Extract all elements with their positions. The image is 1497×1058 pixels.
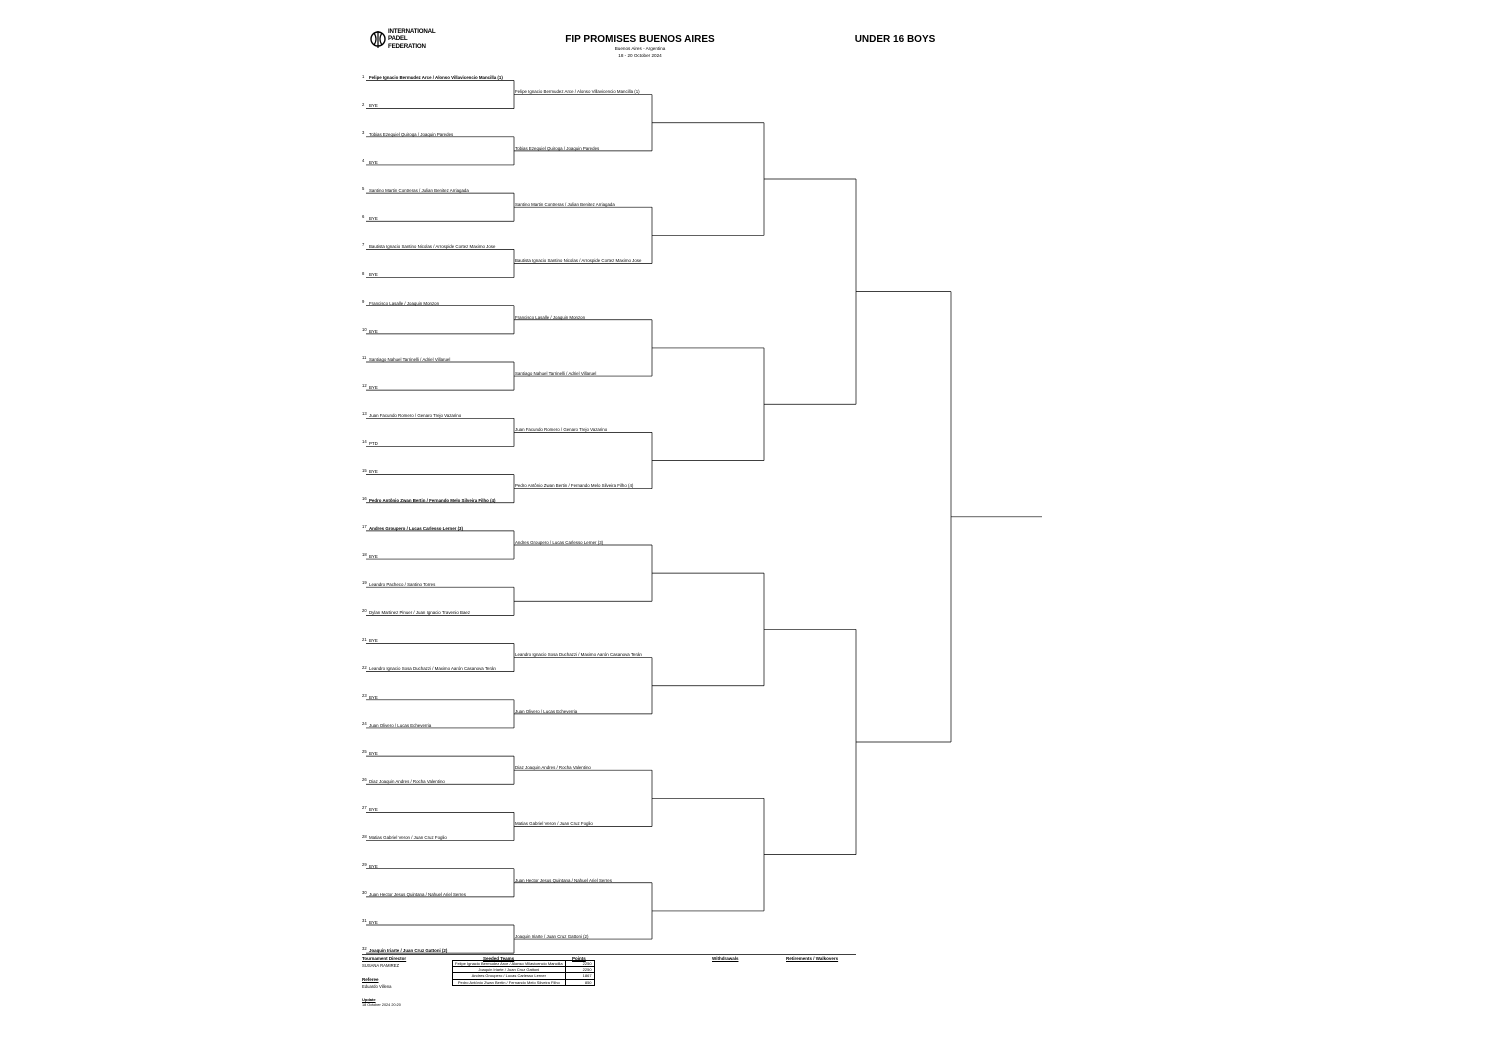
team-entry: BYE [369,807,378,813]
entry-number: 9 [362,298,365,304]
entry-number: 30 [362,889,367,895]
team-entry: BYE [369,553,378,559]
team-entry: Joaquin Iriarte / Juan Cruz Gattoni (2) [369,947,448,953]
entry-number: 25 [362,749,367,755]
round-2-team: Bautista Ignacio Santino Nicolas / Arrospide Cortez Maximo Jose [515,258,642,264]
table-row: Felipe Ignacio Bermudez Arce / Alonso Villavicencio Mancilla 2250 [453,961,595,967]
referee-name: Eduardo Villena [362,984,392,989]
team-entry: BYE [369,328,378,334]
entry-number: 2 [362,101,365,107]
entry-number: 16 [362,495,367,501]
table-row: Pedro Antônio Zwan Bertin / Fernando Melo Silveira Filho 850 [453,979,595,985]
entry-number: 12 [362,383,367,389]
entry-number: 31 [362,918,367,923]
round-2-team: Felipe Ignacio Bermudez Arce / Alonso Villavicencio Mancilla (1) [515,89,640,95]
team-entry: BYE [369,638,378,644]
director-label: Tournament Director [362,956,407,961]
team-entry: Juan Hector Jesus Quintana / Nahuel Ariel Serres [369,891,466,897]
entry-number: 22 [362,664,367,670]
round-2-team: Juan Facundo Romero / Genaro Trejo Vazarino [515,427,608,433]
retirements-label: Retirements / Walkovers [786,956,839,961]
team-entry: Leandro Pacheco / Santino Torres [369,582,436,587]
tournament-title: FIP PROMISES BUENOS AIRES [565,34,715,45]
team-entry: PTD [369,441,378,447]
team-entry: BYE [369,216,378,222]
round-2-team: Tobias Ezequiel Quiroga / Joaquin Paredes [515,145,600,151]
team-entry: Juan Facundo Romero / Genaro Trejo Vazarino [369,413,462,419]
round-2-team: Pedro Antônio Zwan Bertin / Fernando Melo Silveira Filho (4) [515,483,634,489]
table-row: Andres Groupero / Lucas Carlesso Lerner 1867 [453,973,595,979]
update-label: Update [362,997,376,1002]
round-2-team: Francisco Lasalle / Joaquin Monzon [515,314,586,320]
tournament-dates: 18 - 20 October 2024 [618,53,662,58]
entry-number: 26 [362,777,367,783]
team-entry: BYE [369,694,378,700]
entry-number: 5 [362,186,365,192]
round-2-team: Leandro Ignacio Sosa Duchazzi / Maximo Aarón Casanova Terán [515,652,642,658]
team-entry: Dylan Martinez Pinuer / Juan Ignacio Travenio Baez [369,610,471,616]
team-entry: BYE [369,159,378,165]
team-entry: BYE [369,863,378,869]
team-entry: BYE [369,919,378,925]
round-2-team: Santino Martin Contreras / Julian Benitez Arriagada [515,201,615,207]
entry-number: 14 [362,439,367,445]
team-entry: Juan Olivero / Lucas Echeverria [369,722,432,728]
referee-label: Referee [362,977,379,982]
team-entry: Andres Groupero / Lucas Carlesso Lerner (3) [369,525,463,531]
entry-number: 21 [362,636,367,642]
team-entry: BYE [369,272,378,278]
entry-number: 11 [362,355,367,360]
entry-number: 20 [362,608,367,614]
entry-number: 6 [362,214,365,220]
tournament-location: Buenos Aires - Argentina [614,46,666,51]
entry-number: 13 [362,411,367,417]
team-entry: Leandro Ignacio Sosa Duchazzi / Maximo Aarón Casanova Terán [369,666,496,672]
entry-number: 19 [362,580,367,586]
entry-number: 7 [362,242,365,248]
team-entry: Matias Gabriel Veron / Juan Cruz Foglio [369,835,447,841]
draw-category: UNDER 16 BOYS [854,34,936,45]
round-2-team: Juan Hector Jesus Quintana / Nahuel Ariel Serres [515,877,612,883]
entry-number: 18 [362,552,367,558]
round-2-team: Santiago Nahuel Tarrinelli / Adriel Villaruel [515,370,597,376]
entry-number: 23 [362,692,367,698]
seeded-teams-table [452,960,595,986]
team-entry: Pedro Antônio Zwan Bertin / Fernando Melo Silveira Filho (4) [369,497,496,503]
entry-number: 28 [362,833,367,839]
entry-number: 24 [362,720,367,726]
team-entry: BYE [369,469,378,475]
director-name: SUSANA RAMIREZ [362,963,399,968]
round-2-team: Diaz Joaquin Andres / Rocha Valentino [515,764,591,770]
round-2-team: Andres Groupero / Lucas Carlesso Lerner (3) [515,539,604,545]
entry-number: 17 [362,523,367,529]
entry-number: 3 [362,129,365,135]
entry-number: 1 [362,73,365,79]
team-entry: Felipe Ignacio Bermudez Arce / Alonso Villavicencio Mancilla (1) [369,75,503,81]
withdrawals-label: Withdrawals [712,956,739,961]
team-entry: Santino Martin Contreras / Julian Benitez Arriagada [369,187,469,193]
team-entry: BYE [369,384,378,390]
entry-number: 15 [362,467,367,473]
entry-number: 10 [362,326,367,332]
entry-number: 8 [362,270,365,276]
seeded-teams-label: Seeded Teams [483,956,515,961]
table-row: Joaquin Iriarte / Juan Cruz Gattoni 2250 [453,967,595,973]
team-entry: Diaz Joaquin Andres / Rocha Valentino [369,779,445,785]
entry-number: 29 [362,861,367,867]
update-value: 18 October 2024 20:20 [362,1003,401,1007]
team-entry: Santiago Nahuel Tarrinelli / Adriel Villaruel [369,356,451,362]
entry-number: 4 [362,157,365,163]
team-entry: BYE [369,750,378,756]
round-2-team: Matias Gabriel Veron / Juan Cruz Foglio [515,821,593,827]
team-entry: Tobias Ezequiel Quiroga / Joaquin Paredes [369,131,454,137]
team-entry: BYE [369,103,378,109]
entry-number: 32 [362,946,367,952]
round-2-team: Joaquin Iriarte / Juan Cruz Gattoni (2) [515,933,589,939]
points-label: Points [572,956,586,961]
org-name: INTERNATIONAL PADEL FEDERATION [388,28,436,50]
round-2-team: Juan Olivero / Lucas Echeverria [515,708,578,714]
entry-number: 27 [362,805,367,811]
team-entry: Francisco Lasalle / Joaquin Monzon [369,300,440,306]
team-entry: Bautista Ignacio Santino Nicolas / Arrospide Cortez Maximo Jose [369,244,496,250]
